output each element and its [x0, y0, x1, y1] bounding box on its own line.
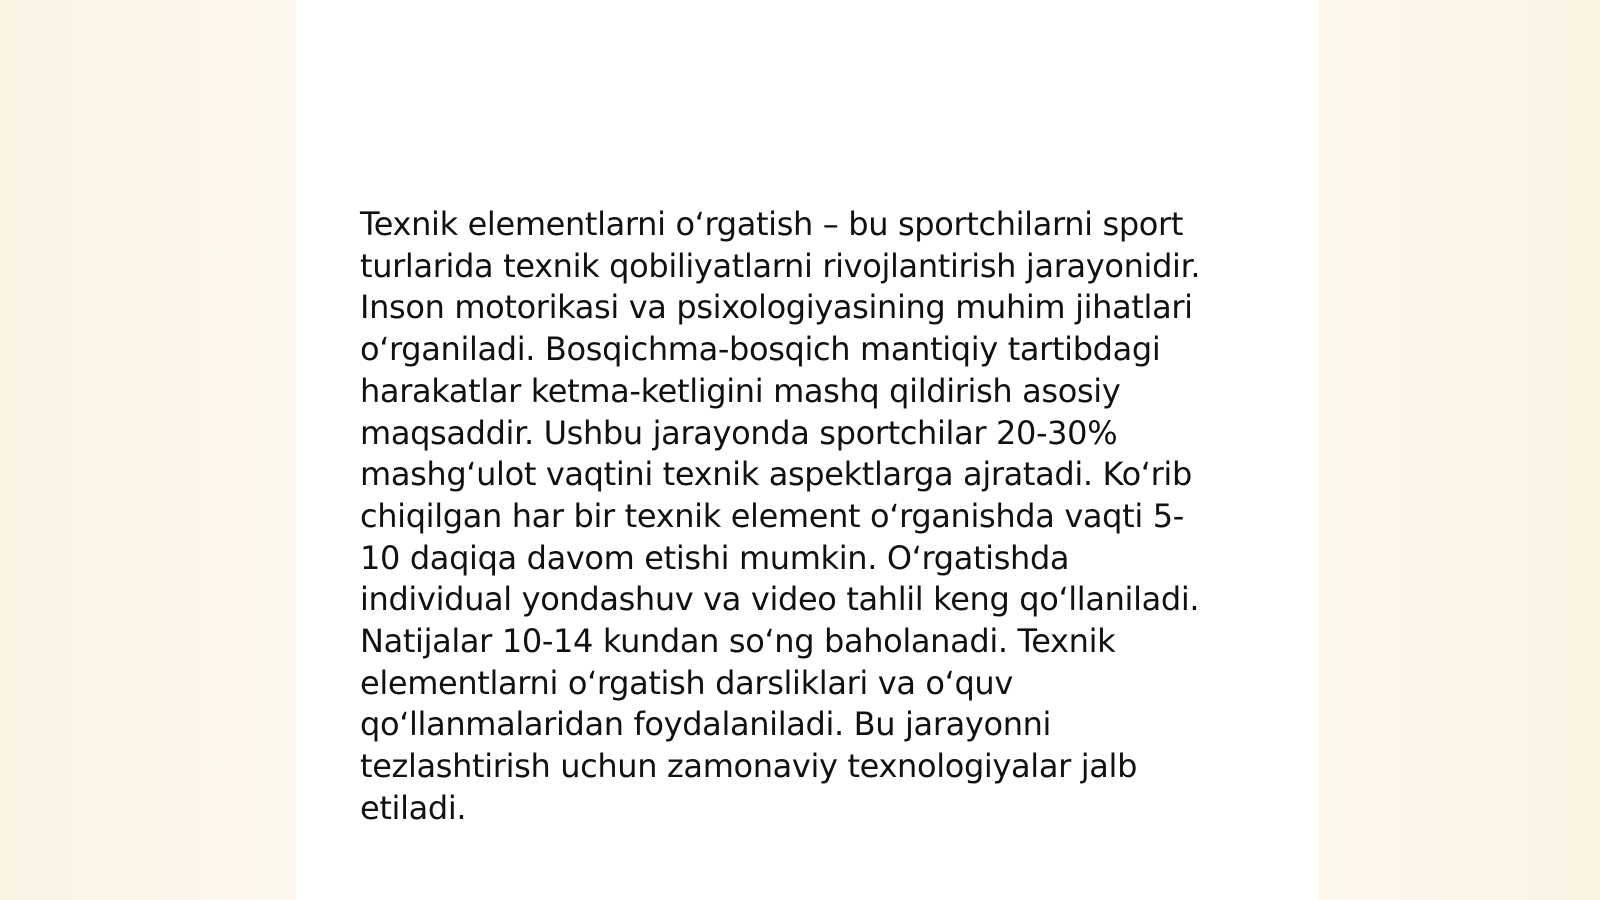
slide-body-text: Texnik elementlarni oʻrgatish – bu sportchilarni sport turlarida texnik qobiliyatlarni rivojlantirish jarayonidir. Inson motorikasi va psixologiyasining muhim jihatlari oʻrganiladi. Bosqichma-bosqich mantiqiy tartibdagi harakatlar ketma-ketligini mashq qildirish asosiy maqsaddir. Ushbu jarayonda sportchilar 20-30% mashgʻulot vaqtini texnik aspektlarga ajratadi. Koʻrib chiqilgan har bir texnik element oʻrganishda vaqti 5- 10 daqiqa davom etishi mumkin. Oʻrgatishda individual yondashuv va video tahlil keng qoʻllaniladi. Natijalar 10-14 kundan soʻng baholanadi. Texnik elementlarni oʻrgatish darsliklari va oʻquv qoʻllanmalaridan foydalaniladi. Bu jarayonni tezlashtirish uchun zamonaviy texnologiyalar jalb etiladi.: [360, 205, 1201, 827]
slide-page: [296, 0, 1318, 900]
